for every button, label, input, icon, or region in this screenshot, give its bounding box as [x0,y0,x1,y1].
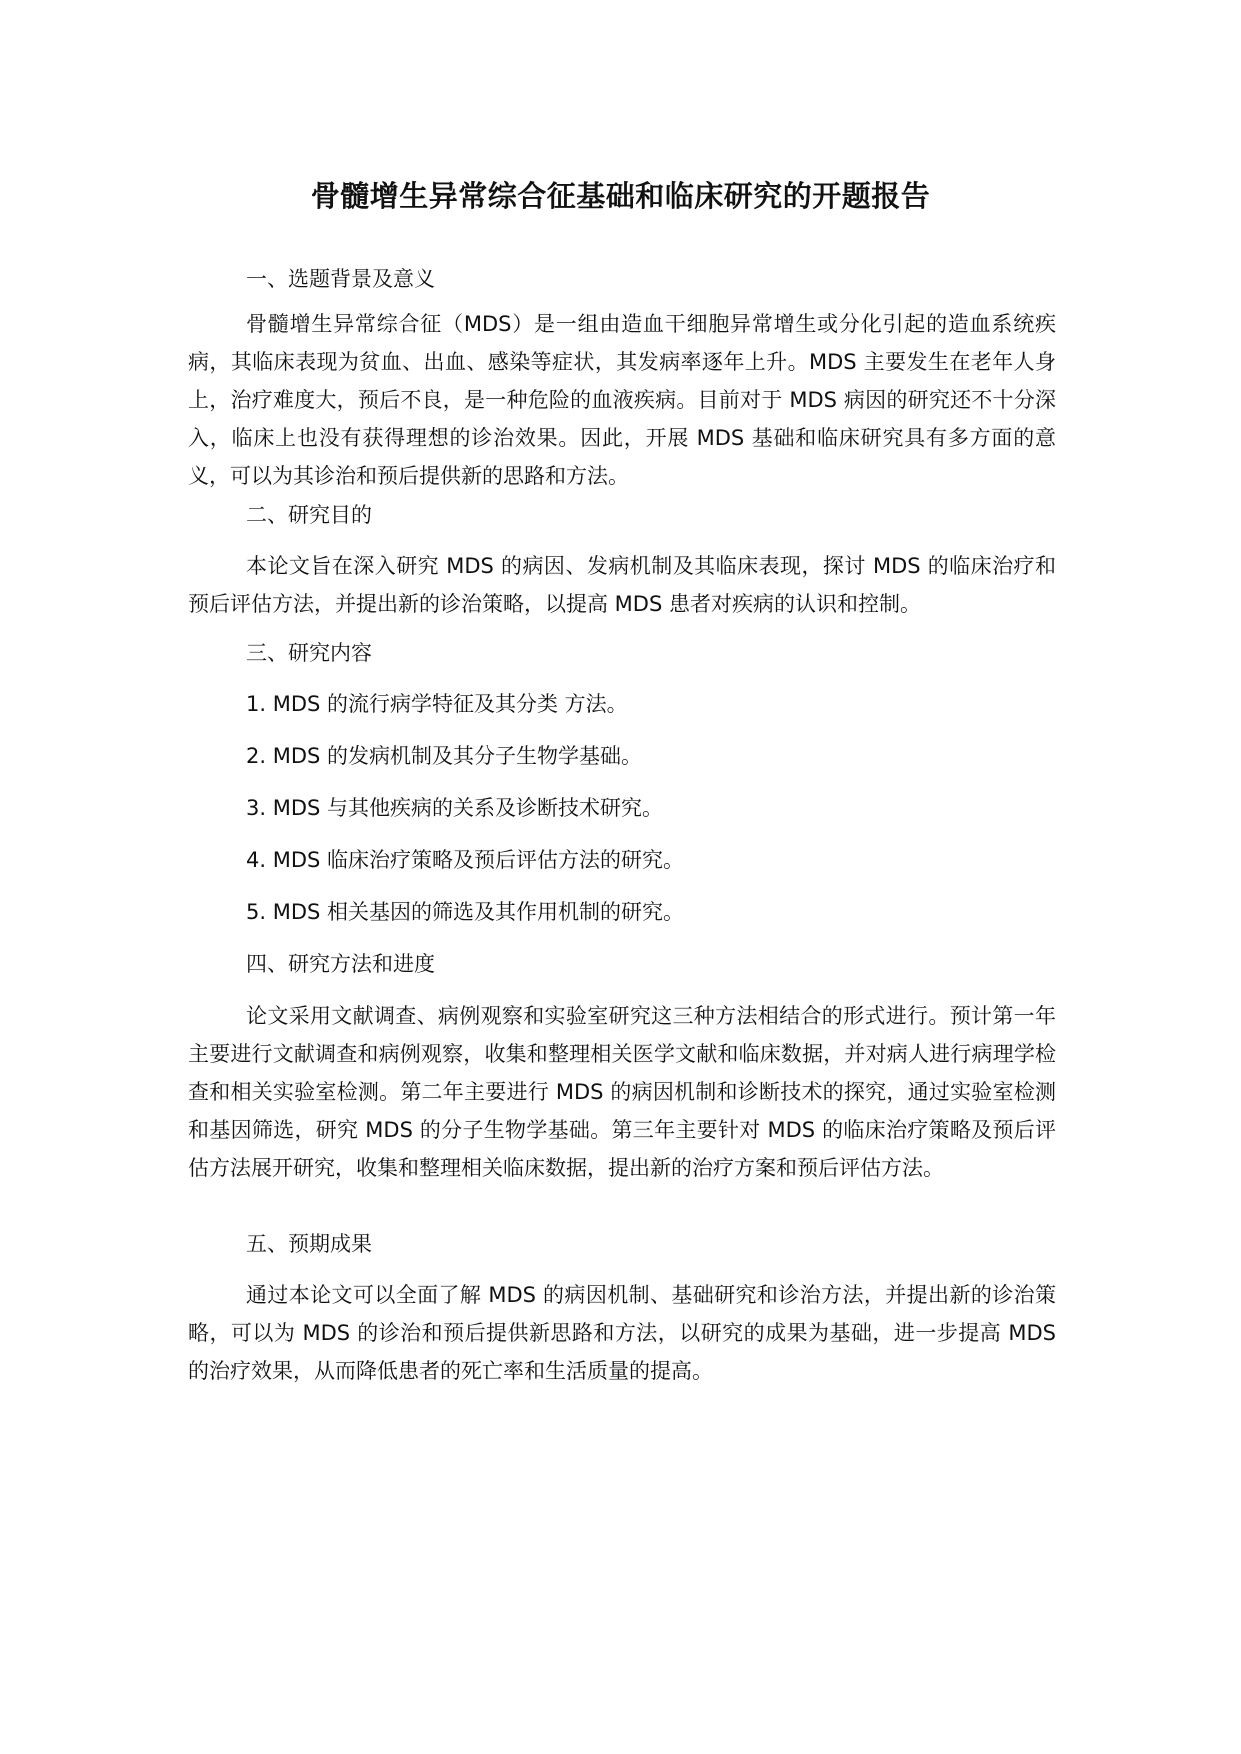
paragraph-background: 骨髓增生异常综合征（MDS）是一组由造血干细胞异常增生或分化引起的造血系统疾病，其临床表现为贫血、出血、感染等症状，其发病率逐年上升。MDS 主要发生在老年人身上，治疗难度大，预后不良，是一种危险的血液疾病。目前对于 MDS 病因的研究还不十分深入，临床上也没有获得理想的诊治效果。因此，开展 MDS 基础和临床研究具有多方面的意义，可以为其诊治和预后提供新的思路和方法。 [188,312,1056,488]
section-heading-outcomes: 五、预期成果 [246,1232,372,1256]
list-item: 4. MDS 临床治疗策略及预后评估方法的研究。 [246,848,685,872]
paragraph-outcomes: 通过本论文可以全面了解 MDS 的病因机制、基础研究和诊治方法，并提出新的诊治策略，可以为 MDS 的诊治和预后提供新思路和方法，以研究的成果为基础，进一步提高 MDS 的治疗效果，从而降低患者的死亡率和生活质量的提高。 [188,1283,1056,1383]
paragraph-methods: 论文采用文献调查、病例观察和实验室研究这三种方法相结合的形式进行。预计第一年主要进行文献调查和病例观察，收集和整理相关医学文献和临床数据，并对病人进行病理学检查和相关实验室检测。第二年主要进行 MDS 的病因机制和诊断技术的探究，通过实验室检测和基因筛选，研究 MDS 的分子生物学基础。第三年主要针对 MDS 的临床治疗策略及预后评估方法展开研究，收集和整理相关临床数据，提出新的治疗方案和预后评估方法。 [188,1004,1056,1180]
section-heading-methods: 四、研究方法和进度 [246,952,435,976]
section-heading-purpose: 二、研究目的 [246,503,372,527]
list-item: 3. MDS 与其他疾病的关系及诊断技术研究。 [246,796,664,820]
list-item: 5. MDS 相关基因的筛选及其作用机制的研究。 [246,900,685,924]
document-title: 骨髓增生异常综合征基础和临床研究的开题报告 [310,179,931,213]
paragraph-purpose: 本论文旨在深入研究 MDS 的病因、发病机制及其临床表现，探讨 MDS 的临床治疗和预后评估方法，并提出新的诊治策略，以提高 MDS 患者对疾病的认识和控制。 [188,554,1056,616]
section-heading-content: 三、研究内容 [246,641,372,665]
section-heading-background: 一、选题背景及意义 [246,267,435,291]
list-item: 2. MDS 的发病机制及其分子生物学基础。 [246,744,643,768]
list-item: 1. MDS 的流行病学特征及其分类 方法。 [246,692,628,716]
